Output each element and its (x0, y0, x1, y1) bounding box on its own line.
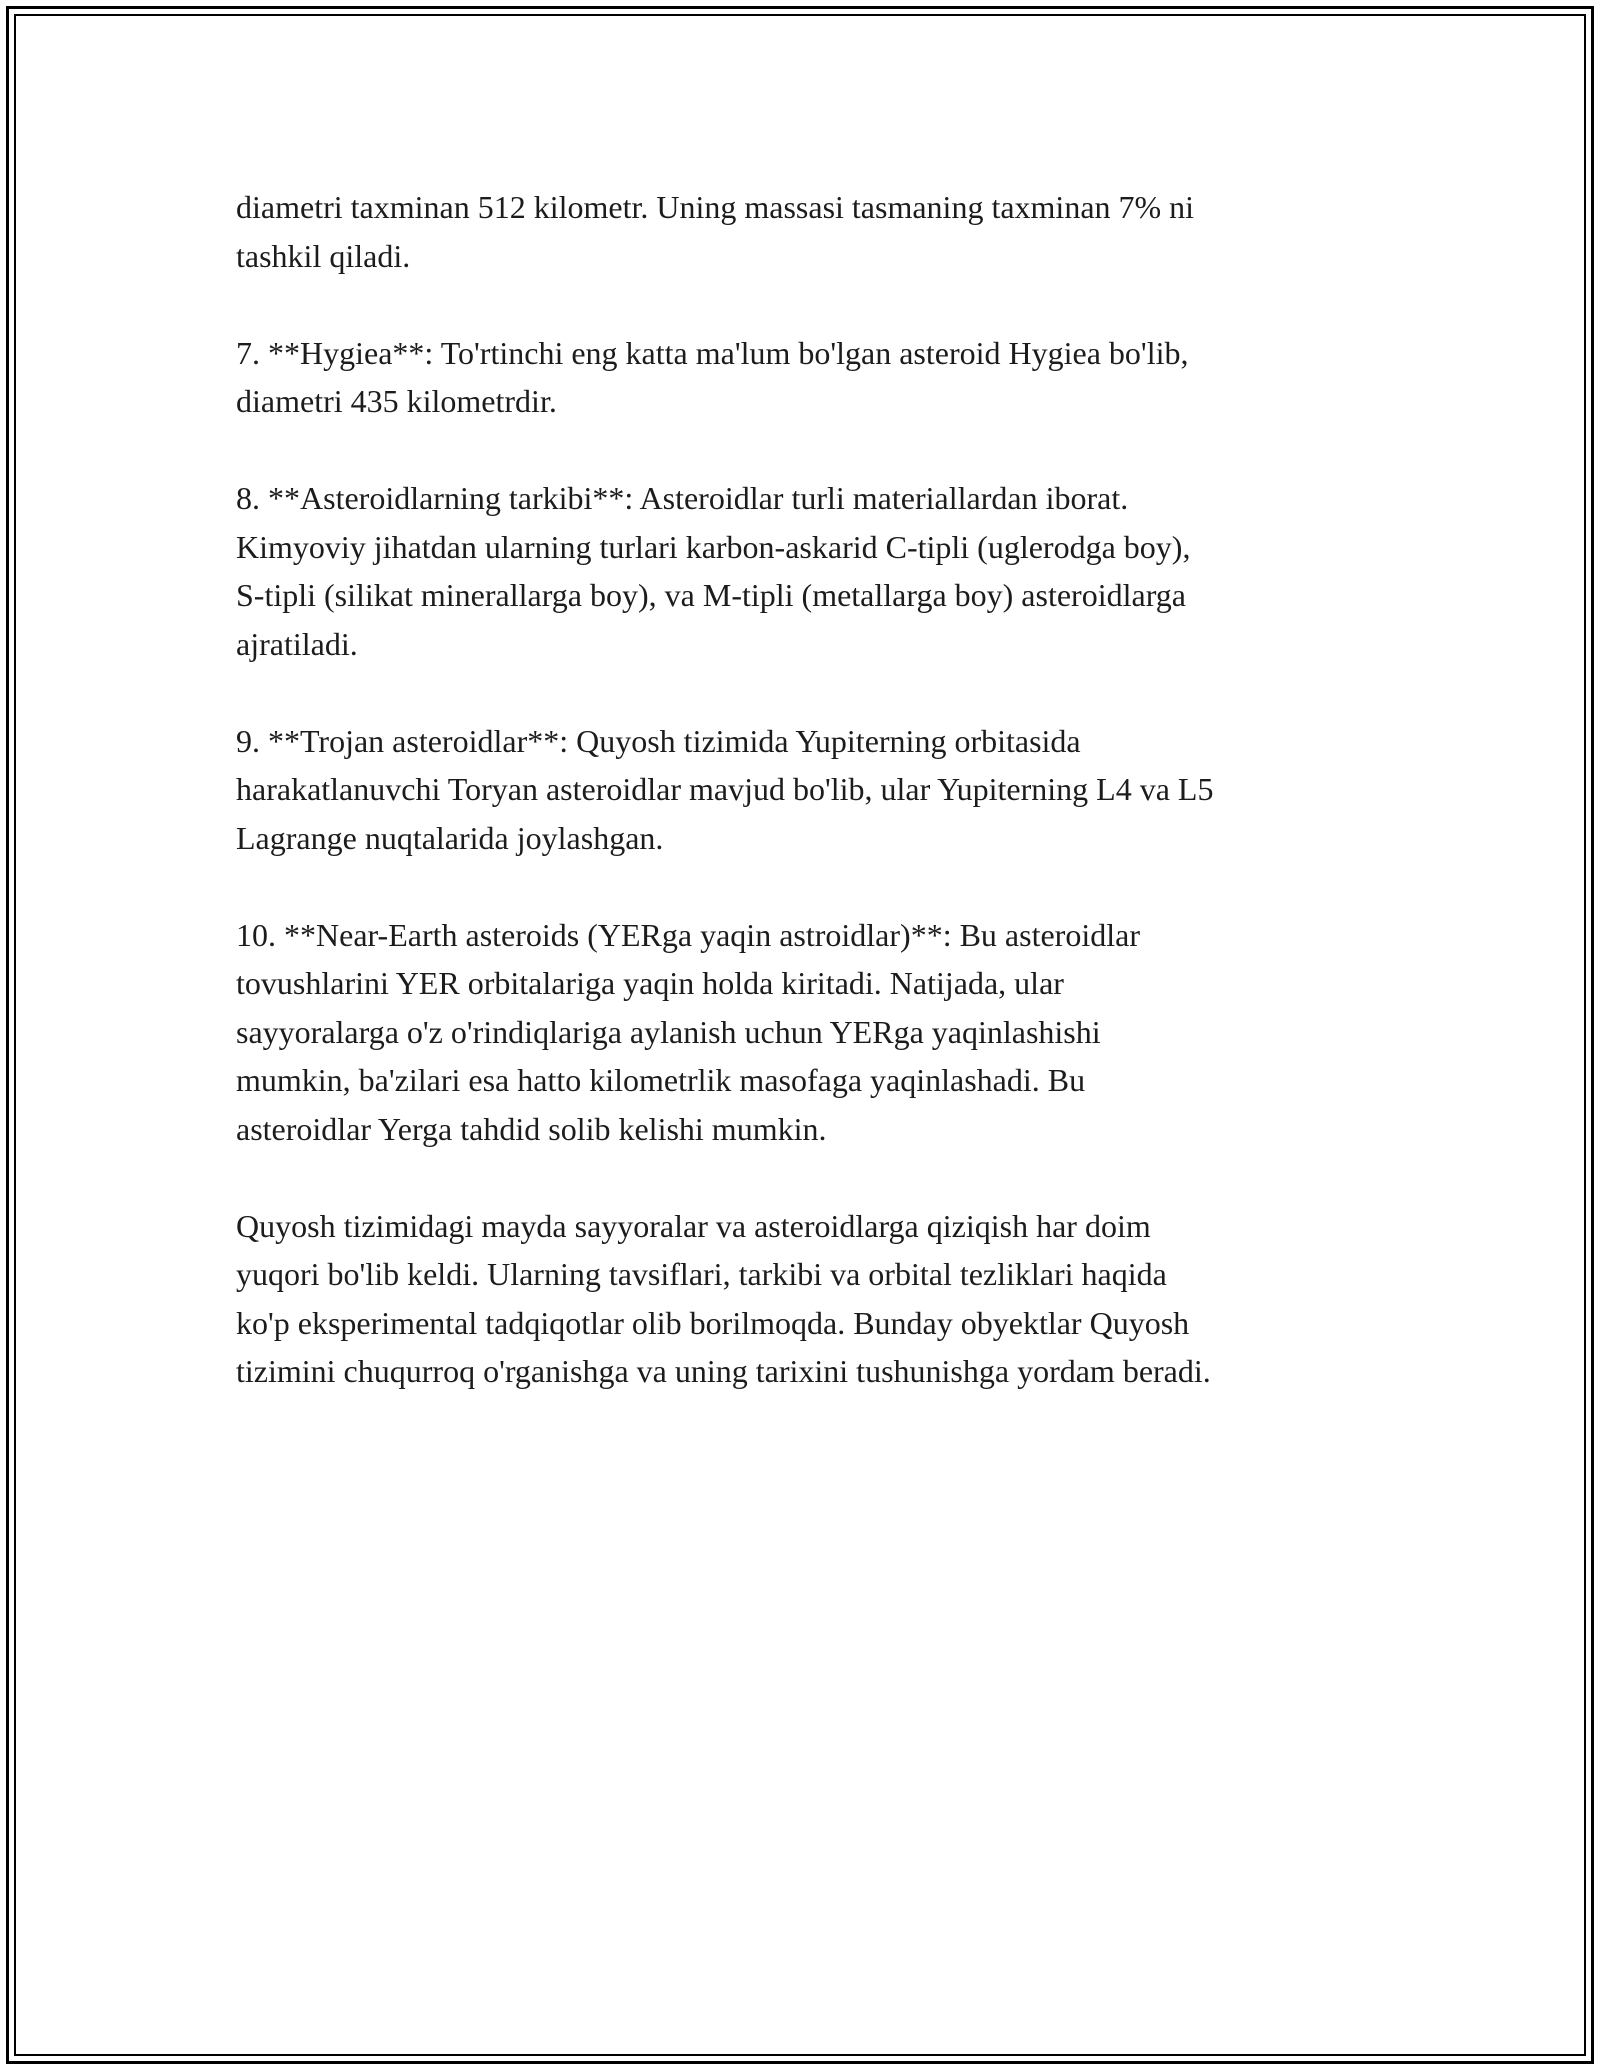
paragraph-conclusion (236, 1202, 1386, 1396)
text-line: sayyoralarga o'z o'rindiqlariga aylanish uchun YERga yaqinlashishi (236, 1013, 1101, 1050)
text-line: 7. **Hygiea**: To'rtinchi eng katta ma'lum bo'lgan asteroid Hygiea bo'lib, (236, 334, 1189, 371)
text-line: asteroidlar Yerga tahdid solib kelishi mumkin. (236, 1110, 827, 1147)
text-line: diametri taxminan 512 kilometr. Uning massasi tasmaning taxminan 7% ni (236, 189, 1195, 225)
text-line: 8. **Asteroidlarning tarkibi**: Asteroidlar turli materiallardan iborat. (236, 480, 1129, 516)
text-line: 10. **Near-Earth asteroids (YERga yaqin astroidlar)**: Bu asteroidlar (236, 916, 1140, 953)
paragraph-hygiea (236, 329, 1386, 426)
text-line: tovushlarini YER orbitalariga yaqin holda kiritadi. Natijada, ular (236, 965, 1064, 1001)
text-line: Quyosh tizimidagi mayda sayyoralar va asteroidlarga qiziqish har doim (236, 1207, 1151, 1244)
paragraph-vesta-continued (236, 183, 1386, 280)
paragraph-trojan (236, 717, 1386, 863)
text-line: yuqori bo'lib keldi. Ularning tavsiflari, tarkibi va orbital tezliklari haqida (236, 1256, 1167, 1292)
text-line: Lagrange nuqtalarida joylashgan. (236, 819, 664, 856)
text-line: harakatlanuvchi Toryan asteroidlar mavjud bo'lib, ular Yupiterning L4 va L5 (236, 771, 1214, 807)
text-line: diametri 435 kilometrdir. (236, 383, 557, 419)
paragraph-composition (236, 474, 1386, 668)
text-line: 9. **Trojan asteroidlar**: Quyosh tizimida Yupiterning orbitasida (236, 722, 1081, 759)
text-line: S-tipli (silikat minerallarga boy), va M-tipli (metallarga boy) asteroidlarga (236, 577, 1186, 613)
text-line: ajratiladi. (236, 625, 358, 662)
text-line: Kimyoviy jihatdan ularning turlari karbon-askarid C-tipli (uglerodga boy), (236, 528, 1191, 565)
text-line: mumkin, ba'zilari esa hatto kilometrlik masofaga yaqinlashadi. Bu (236, 1062, 1086, 1098)
paragraph-near-earth (236, 911, 1386, 1154)
document-body (236, 183, 1386, 1444)
text-line: ko'p eksperimental tadqiqotlar olib borilmoqda. Bunday obyektlar Quyosh (236, 1304, 1190, 1341)
text-line: tizimini chuqurroq o'rganishga va uning tarixini tushunishga yordam beradi. (236, 1353, 1211, 1389)
text-line: tashkil qiladi. (236, 237, 411, 274)
